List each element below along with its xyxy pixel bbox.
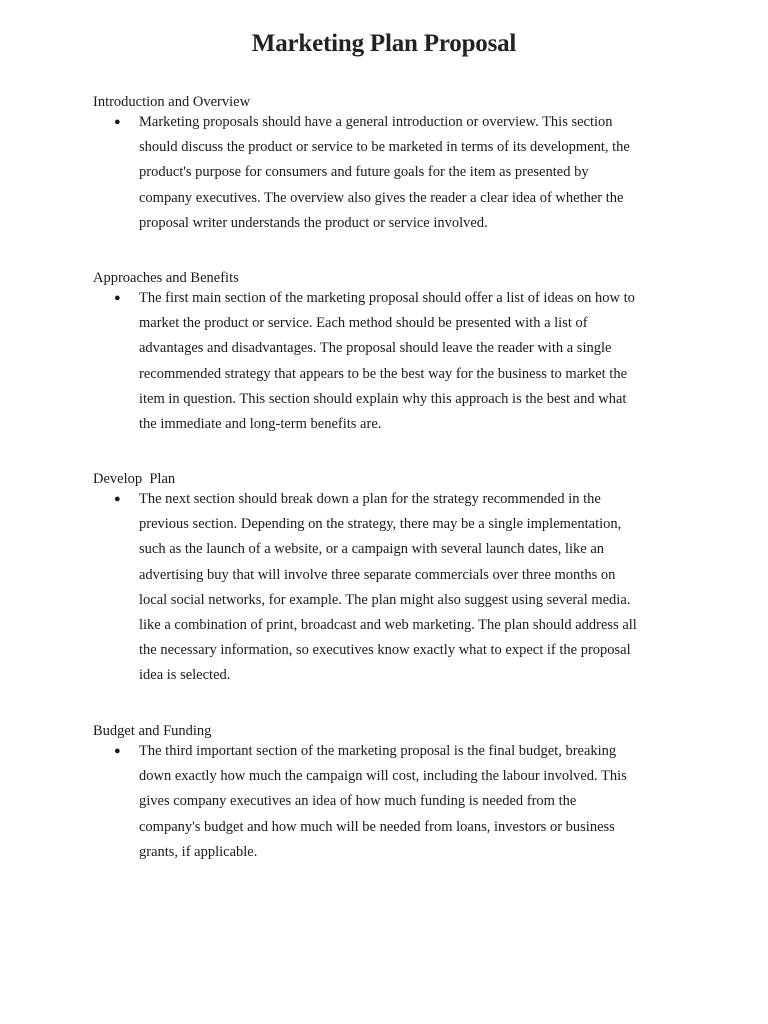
text-line: the immediate and long-term benefits are. bbox=[139, 416, 382, 433]
section-heading: Introduction and Overview bbox=[93, 94, 251, 110]
bullet-icon: ● bbox=[114, 745, 121, 757]
text-line: item in question. This section should explain why this approach is the best and what bbox=[139, 390, 627, 407]
text-line: gives company executives an idea of how much funding is needed from the bbox=[139, 793, 577, 810]
text-line: proposal writer understands the product or service involved. bbox=[139, 214, 488, 231]
text-line: company executives. The overview also gives the reader a clear idea of whether the bbox=[139, 189, 624, 206]
text-line: advantages and disadvantages. The proposal should leave the reader with a single bbox=[139, 340, 612, 357]
text-line: The next section should break down a plan for the strategy recommended in the bbox=[139, 491, 601, 507]
bullet-text bbox=[139, 487, 677, 689]
text-line: idea is selected. bbox=[139, 667, 231, 684]
bullet-icon: ● bbox=[114, 493, 121, 505]
text-line: company's budget and how much will be needed from loans, investors or business bbox=[139, 818, 615, 835]
text-line: market the product or service. Each method should be presented with a list of bbox=[139, 315, 588, 332]
text-line: The third important section of the marketing proposal is the final budget, breaking bbox=[139, 743, 617, 759]
text-line: grants, if applicable. bbox=[139, 843, 258, 860]
text-line: down exactly how much the campaign will cost, including the labour involved. This bbox=[139, 768, 627, 785]
bullet-text bbox=[139, 286, 677, 437]
text-line: product's purpose for consumers and future goals for the item as presented by bbox=[139, 164, 589, 181]
text-line: like a combination of print, broadcast and web marketing. The plan should address all bbox=[139, 617, 637, 634]
text-line: should discuss the product or service to be marketed in terms of its development, the bbox=[139, 139, 630, 156]
text-line: Marketing proposals should have a general introduction or overview. This section bbox=[139, 114, 613, 130]
text-line: The first main section of the marketing proposal should offer a list of ideas on how to bbox=[139, 290, 635, 306]
document-title: Marketing Plan Proposal bbox=[251, 30, 517, 57]
bullet-icon: ● bbox=[114, 292, 121, 304]
bullet-text bbox=[139, 739, 677, 865]
bullet-icon: ● bbox=[114, 116, 121, 128]
text-line: the necessary information, so executives know exactly what to expect if the proposal bbox=[139, 642, 631, 659]
bullet-text bbox=[139, 110, 677, 236]
section-heading: Budget and Funding bbox=[93, 723, 212, 739]
text-line: recommended strategy that appears to be the best way for the business to market the bbox=[139, 365, 628, 382]
section-heading: Approaches and Benefits bbox=[93, 270, 239, 286]
text-line: advertising buy that will involve three separate commercials over three months on bbox=[139, 566, 616, 583]
text-line: such as the launch of a website, or a campaign with several launch dates, like an bbox=[139, 541, 605, 558]
text-line: previous section. Depending on the strategy, there may be a single implementation, bbox=[139, 516, 622, 533]
text-line: local social networks, for example. The plan might also suggest using several media. bbox=[139, 591, 631, 608]
section-heading: Develop Plan bbox=[93, 471, 176, 487]
